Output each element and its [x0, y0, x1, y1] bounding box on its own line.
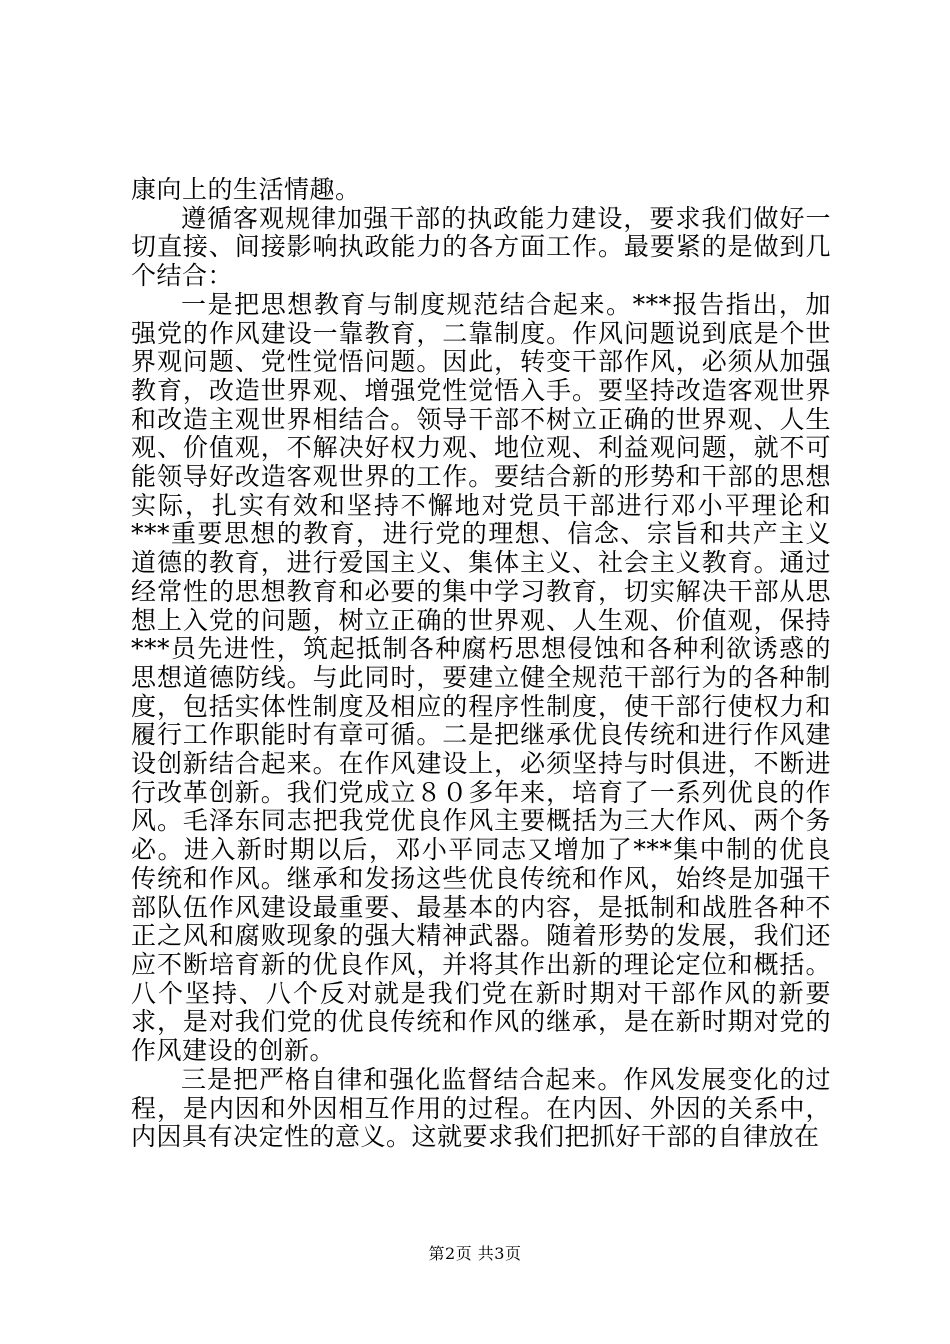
paragraph-1: 康向上的生活情趣。 — [131, 175, 361, 204]
paragraph-4: 三是把严格自律和强化监督结合起来。作风发展变化的过程，是内因和外因相互作用的过程。在内因、外因的关系中，内因具有决定性的意义。这就要求我们把抓好干部的自律放在 — [131, 1064, 831, 1152]
paragraph-2: 遵循客观规律加强干部的执政能力建设，要求我们做好一切直接、间接影响执政能力的各方面工作。最要紧的是做到几个结合： — [131, 203, 831, 291]
page-footer: 第2页 共3页 — [428, 1244, 522, 1263]
body-text — [131, 176, 831, 1152]
paragraph-3: 一是把思想教育与制度规范结合起来。***报告指出，加强党的作风建设一靠教育，二靠制度。作风问题说到底是个世界观问题、党性觉悟问题。因此，转变干部作风，必须从加强教育，改造世界观、增强党性觉悟入手。要坚持改造客观世界和改造主观世界相结合。领导干部不树立正确的世界观、人生观、价值观，不解决好权力观、地位观、利益观问题，就不可能领导好改造客观世界的工作。要结合新的形势和干部的思想实际，扎实有效和坚持不懈地对党员干部进行邓小平理论和***重要思想的教育，进行党的理想、信念、宗旨和共产主义道德的教育，进行爱国主义、集体主义、社会主义教育。通过经常性的思想教育和必要的集中学习教育，切实解决干部从思想上入党的问题，树立正确的世界观、人生观、价值观，保持***员先进性，筑起抵制各种腐朽思想侵蚀和各种利欲诱惑的思想道德防线。与此同时，要建立健全规范干部行为的各种制度，包括实体性制度及相应的程序性制度，使干部行使权力和履行工作职能时有章可循。二是把继承优良传统和进行作风建设创新结合起来。在作风建设上，必须坚持与时俱进，不断进行改革创新。我们党成立８０多年来，培育了一系列优良的作风。毛泽东同志把我党优良作风主要概括为三大作风、两个务必。进入新时期以后，邓小平同志又增加了***集中制的优良传统和作风。继承和发扬这些优良传统和作风，始终是加强干部队伍作风建设最重要、最基本的内容，是抵制和战胜各种不正之风和腐败现象的强大精神武器。随着形势的发展，我们还应不断培育新的优良作风，并将其作出新的理论定位和概括。八个坚持、八个反对就是我们党在新时期对干部作风的新要求，是对我们党的优良传统和作风的继承，是在新时期对党的作风建设的创新。 — [131, 289, 831, 1066]
